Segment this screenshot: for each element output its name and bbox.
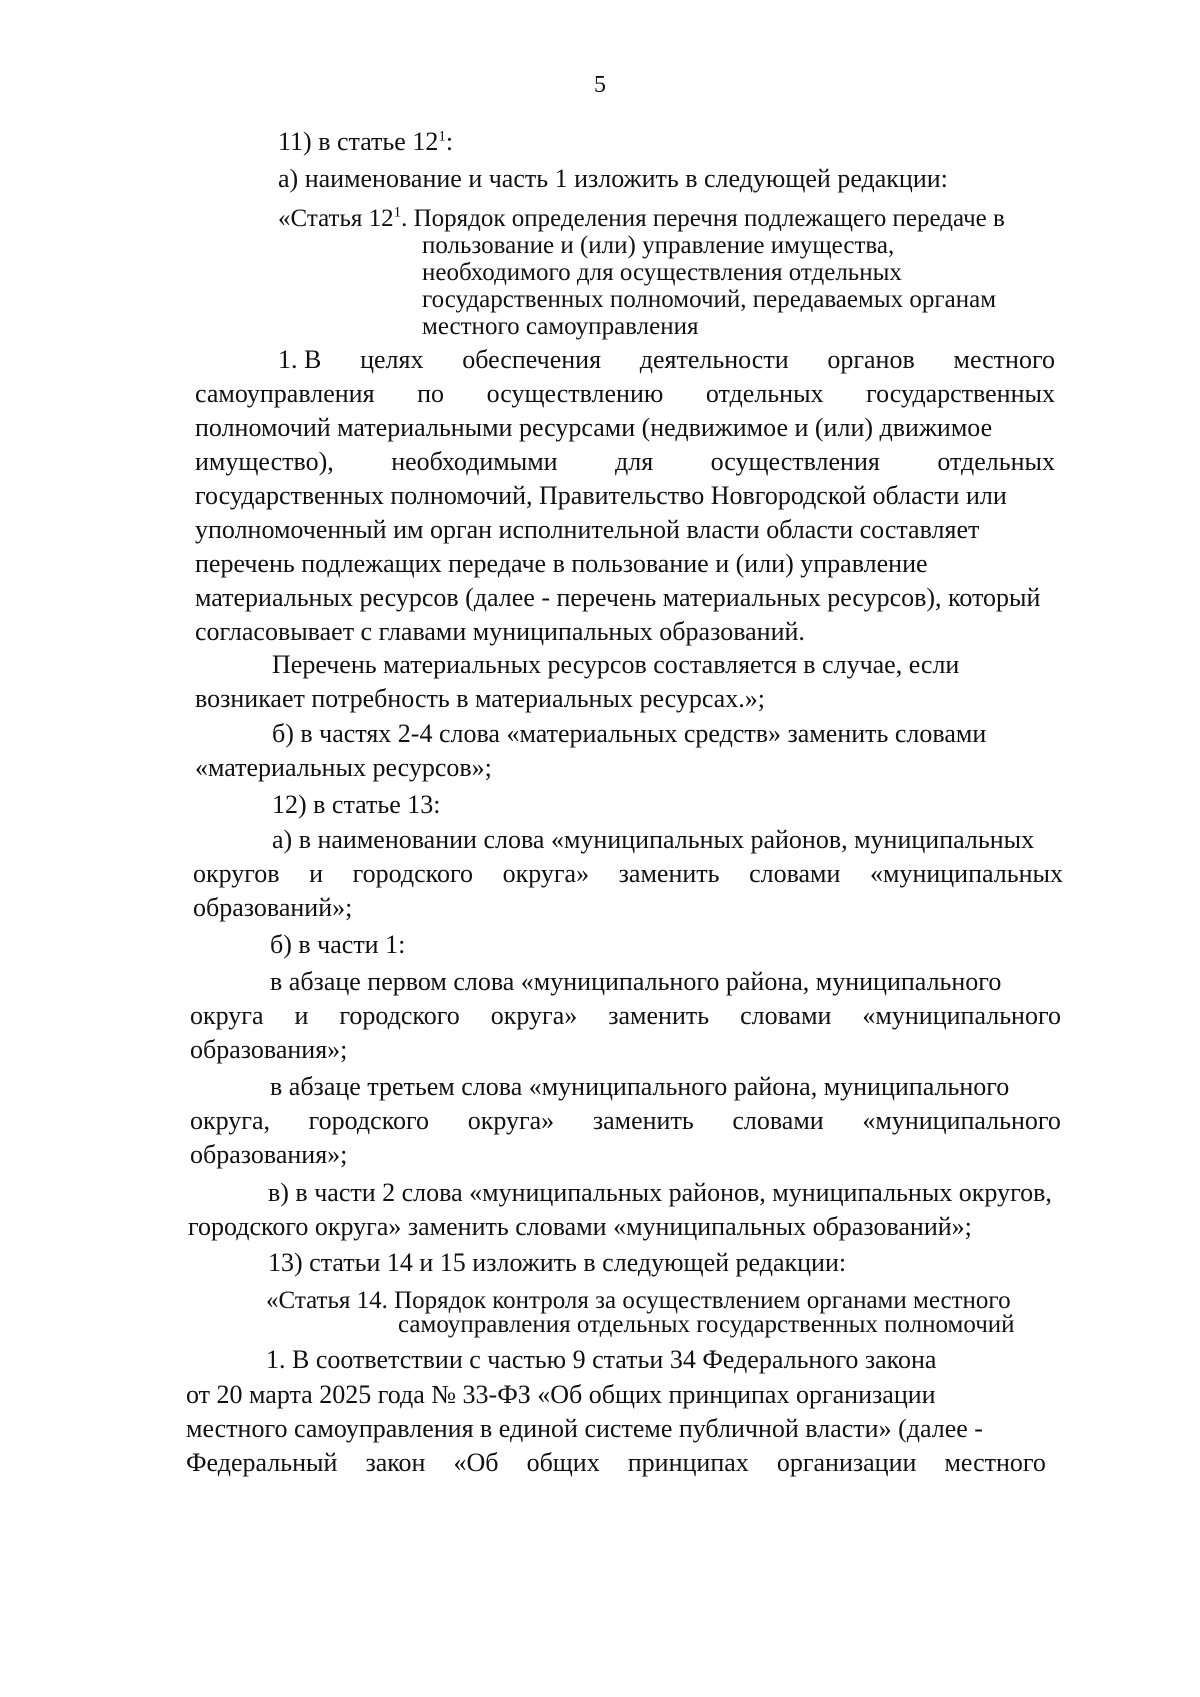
word: округа, [190,1106,270,1135]
item-12-b: б) в части 1: [270,930,406,959]
word: словами [749,859,841,888]
word: общих [526,1448,600,1477]
word: округа» [467,1106,555,1135]
word: «муниципального [862,1001,1061,1030]
word: необходимыми [391,447,558,476]
word: закон [365,1448,426,1477]
word: органов [827,345,915,374]
word: округа [190,1001,264,1030]
word: заменить [608,1001,710,1030]
word: отдельных [937,447,1055,476]
word: городского [308,1106,430,1135]
word: 1. В [278,345,322,374]
word: «муниципального [862,1106,1061,1135]
word: заменить [592,1106,694,1135]
item-11-a: а) наименование и часть 1 изложить в следующей редакции: [278,164,948,193]
word: деятельности [639,345,789,374]
word: отдельных [705,379,824,408]
document-page: 5 11) в статье $12^1$: а) наименование и часть 1 изложить в следующей редакции: «Статья $12^1$. Порядок определения перечня подлежащего передаче в пользование и (или) управление имущества, необходимого для осуществления отдельных государственных полномочий, передаваемых органам местного самоуправления 1. В целях обеспечения деятельности органов местного самоуправления по осуществлению отдельных государственных полномочий материальными ресурсами (недвижимое и (или) движимое имущество), необходимыми для осуществления отдельных государственных полномочий, Правительство Новгородской области или уполномоченный им орган исполнительной власти области составляет перечень подлежащих передаче в пользование и (или) управление материальных ресурсов (далее - перечень материальных ресурсов), который согласовывает с главами муниципальных образований. Перечень материальных ресурсов составляется в случае, если возникает потребность в материальных ресурсах.»; б) в частях 2-4 слова «материальных средств» заменить словами «материальных ресурсов»; 12) в статье 13: а) в наименовании слова «муниципальных районов, муниципальных округов и городского округа» заменить словами «муниципальных образований»; б) в части 1: в абзаце первом слова «муниципального района, муниципального округа и городского округа» заменить словами «муниципального образования»; в абзаце третьем слова «муниципального района, муниципального округа, городского округа» заменить словами «муниципального образования»; в) в части 2 слова «муниципальных районов, муниципальных округов, городского округа» заменить словами «муниципальных образований»; 13) статьи 14 и 15 изложить в следующей редакции: «Статья 14. Порядок контроля за осуществлением органами местного самоуправления отдельных государственных полномочий 1. В соответствии с частью 9 статьи 34 Федерального закона от 20 марта 2025 года № 33-ФЗ «Об общих принципах организации местного самоуправления в единой системе публичной власти» (далее - Федеральный закон «Об общих принципах организации местного [0,0,1200,1697]
word: городского [352,859,474,888]
word: имущество), [195,447,334,476]
word: округа» [490,1001,578,1030]
word: Федеральный [186,1448,338,1477]
word: принципах [627,1448,749,1477]
word: осуществления [710,447,880,476]
word: самоуправления [195,379,375,408]
word: осуществлению [486,379,664,408]
word: городского [339,1001,460,1030]
word: словами [732,1106,824,1135]
item-11: 11) в статье $12^1$: [278,127,454,156]
word: округов [193,859,280,888]
word: словами [740,1001,832,1030]
word: и [309,859,324,888]
word: «Об [453,1448,499,1477]
word: государственных [866,379,1055,408]
word: заменить [618,859,720,888]
word: местного [953,345,1055,374]
word: целях [360,345,424,374]
word: округа» [502,859,590,888]
page-number: 5 [594,72,606,98]
word: для [615,447,654,476]
item-12: 12) в статье 13: [272,790,441,819]
item-13: 13) статьи 14 и 15 изложить в следующей редакции: [268,1248,847,1277]
word: и [294,1001,309,1030]
word: организации [776,1448,917,1477]
word: «муниципальных [869,859,1063,888]
word: обеспечения [462,345,602,374]
word: по [417,379,445,408]
word: местного [944,1448,1046,1477]
